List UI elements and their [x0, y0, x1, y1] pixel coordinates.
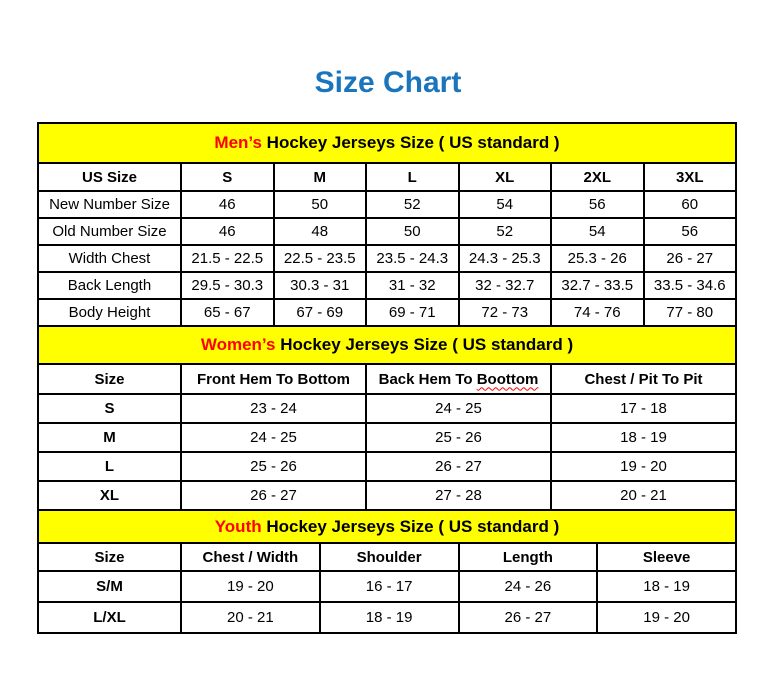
size-value-cell: 21.5 - 22.5: [181, 245, 274, 272]
size-value-cell: 24 - 26: [459, 571, 598, 602]
column-header: Shoulder: [320, 543, 459, 571]
size-value-cell: 26 - 27: [181, 481, 366, 510]
column-header: [366, 364, 551, 394]
row-label: Width Chest: [38, 245, 181, 272]
size-value-cell: 74 - 76: [551, 299, 644, 326]
table-row: [38, 191, 736, 218]
size-value-cell: 18 - 19: [597, 571, 736, 602]
row-label: M: [38, 423, 181, 452]
table-row: [38, 299, 736, 326]
row-label: New Number Size: [38, 191, 181, 218]
column-header: 2XL: [551, 163, 644, 191]
youth-size-table: [37, 509, 737, 634]
youth-band-highlight: Youth: [214, 516, 262, 536]
column-header: Chest / Width: [181, 543, 320, 571]
table-row: [38, 218, 736, 245]
mens-header-row: [38, 163, 736, 191]
size-value-cell: 19 - 20: [181, 571, 320, 602]
table-row: [38, 481, 736, 510]
column-header: Length: [459, 543, 598, 571]
womens-size-table: [37, 325, 737, 511]
size-value-cell: 29.5 - 30.3: [181, 272, 274, 299]
size-value-cell: 52: [366, 191, 459, 218]
womens-band-highlight: Women’s: [200, 335, 276, 354]
size-value-cell: 16 - 17: [320, 571, 459, 602]
column-header: US Size: [38, 163, 181, 191]
size-value-cell: 19 - 20: [597, 602, 736, 633]
size-value-cell: 20 - 21: [181, 602, 320, 633]
size-value-cell: 72 - 73: [459, 299, 552, 326]
size-value-cell: 30.3 - 31: [274, 272, 367, 299]
column-header: Size: [38, 364, 181, 394]
size-value-cell: 31 - 32: [366, 272, 459, 299]
size-value-cell: 50: [366, 218, 459, 245]
mens-size-table: [37, 122, 737, 327]
size-value-cell: 27 - 28: [366, 481, 551, 510]
womens-header-row: [38, 364, 736, 394]
size-value-cell: 25 - 26: [366, 423, 551, 452]
row-label: Old Number Size: [38, 218, 181, 245]
size-value-cell: 52: [459, 218, 552, 245]
column-header: 3XL: [644, 163, 737, 191]
mens-section-band: [38, 123, 736, 163]
size-value-cell: 56: [551, 191, 644, 218]
size-value-cell: 32.7 - 33.5: [551, 272, 644, 299]
size-value-cell: 26 - 27: [459, 602, 598, 633]
size-value-cell: 24 - 25: [181, 423, 366, 452]
size-value-cell: 24 - 25: [366, 394, 551, 423]
row-label: S: [38, 394, 181, 423]
size-value-cell: 56: [644, 218, 737, 245]
page-title: Size Chart: [314, 66, 462, 99]
table-row: [38, 602, 736, 633]
size-value-cell: 18 - 19: [551, 423, 736, 452]
table-row: [38, 423, 736, 452]
size-value-cell: 19 - 20: [551, 452, 736, 481]
column-header: Front Hem To Bottom: [181, 364, 366, 394]
column-header: XL: [459, 163, 552, 191]
column-header: S: [181, 163, 274, 191]
size-value-cell: 32 - 32.7: [459, 272, 552, 299]
size-value-cell: 26 - 27: [366, 452, 551, 481]
column-header-text: Back Hem To: [378, 370, 477, 388]
size-value-cell: 48: [274, 218, 367, 245]
size-value-cell: 25 - 26: [181, 452, 366, 481]
size-value-cell: 25.3 - 26: [551, 245, 644, 272]
womens-section-band: [38, 326, 736, 364]
mens-band-highlight: Men’s: [214, 133, 262, 152]
column-header: Sleeve: [597, 543, 736, 571]
size-value-cell: 65 - 67: [181, 299, 274, 326]
row-label: Body Height: [38, 299, 181, 326]
size-value-cell: 54: [459, 191, 552, 218]
column-header: L: [366, 163, 459, 191]
size-value-cell: 26 - 27: [644, 245, 737, 272]
size-value-cell: 77 - 80: [644, 299, 737, 326]
size-value-cell: 54: [551, 218, 644, 245]
column-header: M: [274, 163, 367, 191]
size-value-cell: 24.3 - 25.3: [459, 245, 552, 272]
size-value-cell: 22.5 - 23.5: [274, 245, 367, 272]
size-value-cell: 20 - 21: [551, 481, 736, 510]
table-row: [38, 452, 736, 481]
size-value-cell: 18 - 19: [320, 602, 459, 633]
womens-band-text: Hockey Jerseys Size ( US standard ): [275, 335, 574, 354]
table-row: [38, 245, 736, 272]
row-label: S/M: [38, 571, 181, 602]
row-label: L/XL: [38, 602, 181, 633]
size-value-cell: 46: [181, 218, 274, 245]
table-row: [38, 394, 736, 423]
size-value-cell: 17 - 18: [551, 394, 736, 423]
youth-band-text: Hockey Jerseys Size ( US standard ): [261, 516, 560, 536]
table-row: [38, 272, 736, 299]
row-label: XL: [38, 481, 181, 510]
size-value-cell: 33.5 - 34.6: [644, 272, 737, 299]
table-row: [38, 571, 736, 602]
row-label: Back Length: [38, 272, 181, 299]
column-header: Chest / Pit To Pit: [551, 364, 736, 394]
size-value-cell: 23 - 24: [181, 394, 366, 423]
size-value-cell: 46: [181, 191, 274, 218]
youth-section-band: [38, 510, 736, 543]
size-value-cell: 67 - 69: [274, 299, 367, 326]
mens-band-text: Hockey Jerseys Size ( US standard ): [261, 133, 560, 152]
column-header: Size: [38, 543, 181, 571]
misspelled-word: Boottom: [476, 370, 539, 388]
size-value-cell: 69 - 71: [366, 299, 459, 326]
size-value-cell: 60: [644, 191, 737, 218]
row-label: L: [38, 452, 181, 481]
size-value-cell: 50: [274, 191, 367, 218]
size-value-cell: 23.5 - 24.3: [366, 245, 459, 272]
youth-header-row: [38, 543, 736, 571]
